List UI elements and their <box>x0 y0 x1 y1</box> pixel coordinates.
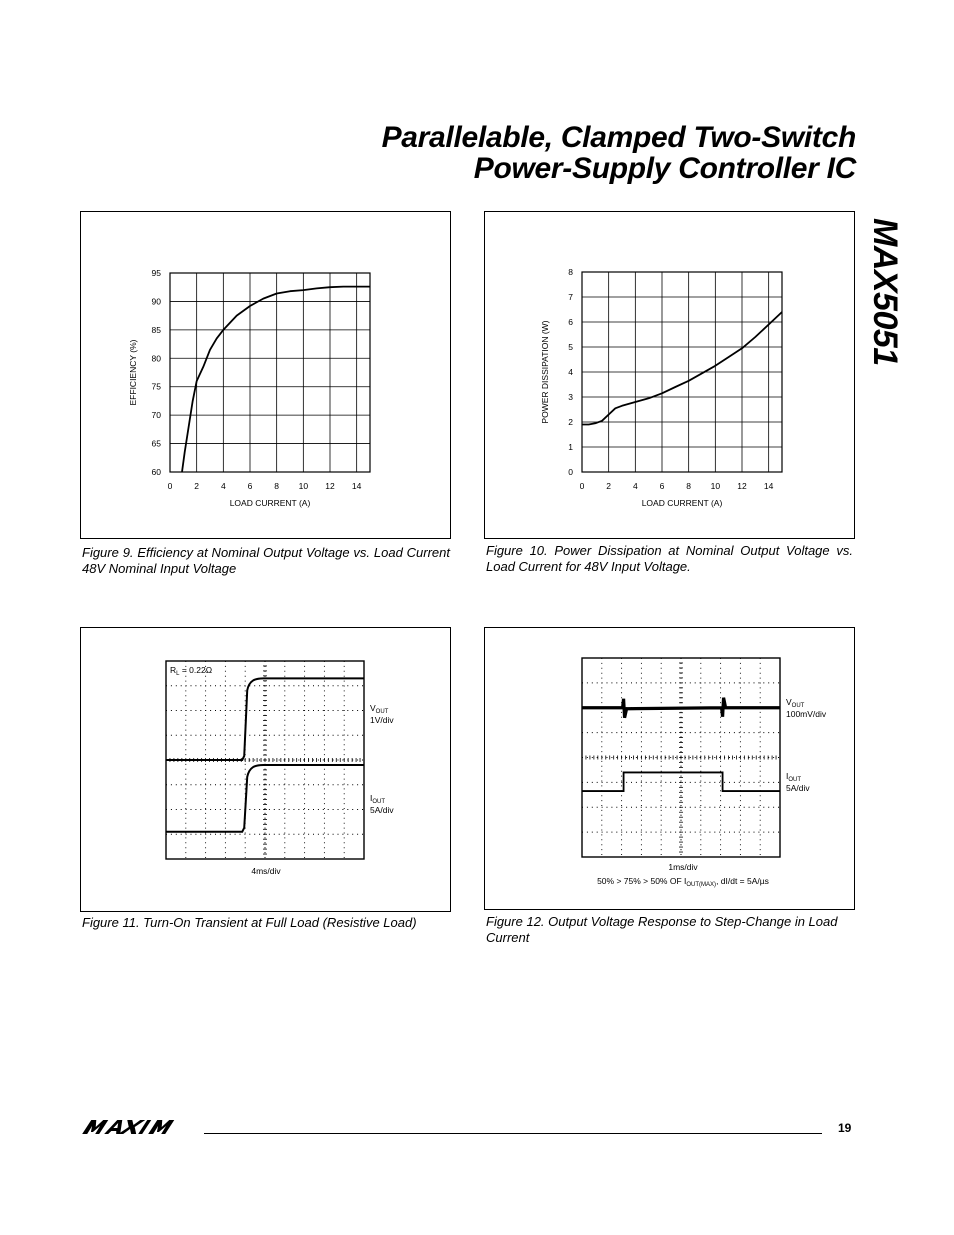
scope12-ch2-scale: 5A/div <box>786 783 810 793</box>
step-response-scope <box>485 628 854 909</box>
scope12-time-base: 1ms/div <box>668 862 698 872</box>
scope12-ch2-label: $I_{OUT}$ <box>786 771 802 783</box>
fig10-xtick-label: 4 <box>632 481 638 491</box>
fig9-ytick-label: 70 <box>151 410 161 421</box>
fig12-iout-trace <box>582 772 780 791</box>
fig9-ytick-label: 85 <box>151 324 161 335</box>
svg-text:MAXIM: MAXIM <box>82 1148 86 1149</box>
fig9-xtick-label: 12 <box>325 481 335 491</box>
fig10-xtick-label: 14 <box>763 481 774 491</box>
fig9-xtick-label: 4 <box>220 481 226 491</box>
figure-12-frame <box>484 627 855 910</box>
fig10-xtick-label: 0 <box>579 481 585 491</box>
fig10-ytick-label: 6 <box>568 317 573 327</box>
page-number: 19 <box>838 1121 852 1135</box>
fig9-ytick-label: 95 <box>151 268 161 278</box>
efficiency-chart <box>81 212 450 538</box>
fig10-xtick-label: 6 <box>659 481 665 491</box>
fig10-ytick-label: 7 <box>568 292 573 302</box>
figure-11-frame <box>80 627 451 912</box>
fig10-xtick-label: 10 <box>710 481 721 491</box>
fig10-xtick-label: 8 <box>686 481 692 491</box>
fig10-xtick-label: 12 <box>737 481 747 491</box>
fig10-ytick-label: 2 <box>568 417 573 427</box>
figure-12-caption: Figure 12. Output Voltage Response to Step-Change in Load Current <box>486 914 838 945</box>
fig9-ytick-label: 75 <box>151 381 161 392</box>
fig10-ytick-label: 5 <box>568 342 573 352</box>
fig10-xtick-label: 2 <box>606 481 612 491</box>
fig9-ytick-label: 60 <box>151 467 161 477</box>
title-line-1: Parallelable, Clamped Two-Switch <box>381 121 856 154</box>
fig10-x-axis-label: LOAD CURRENT (A) <box>641 498 723 508</box>
fig9-xtick-label: 14 <box>351 481 362 491</box>
scope12-ch1-scale: 100mV/div <box>786 709 827 719</box>
title-line-2: Power-Supply Controller IC <box>473 152 856 185</box>
maxim-logo-mark <box>82 1118 194 1149</box>
fig10-ytick-label: 8 <box>568 267 573 277</box>
scope11-ch1-label: $V_{OUT}$ <box>370 703 389 715</box>
figure-11-caption: Figure 11. Turn-On Transient at Full Load (Resistive Load) <box>82 915 417 930</box>
figure-10-caption: Figure 10. Power Dissipation at Nominal Output Voltage vs. Load Current for 48V Input Voltage. <box>486 543 853 574</box>
fig9-ytick-label: 65 <box>151 438 161 449</box>
fig9-xtick-label: 10 <box>298 481 309 491</box>
fig10-ytick-label: 0 <box>568 467 573 477</box>
figure-9-caption: Figure 9. Efficiency at Nominal Output Voltage vs. Load Current 48V Nominal Input Voltage <box>82 545 450 576</box>
figure-10-frame <box>484 211 855 539</box>
scope11-annotation: $R_L = 0.22\Omega$ <box>170 665 213 677</box>
scope11-time-base: 4ms/div <box>251 866 281 876</box>
fig9-ytick-label: 90 <box>151 296 161 307</box>
fig9-series-line <box>182 287 370 472</box>
fig9-xtick-label: 0 <box>167 481 173 491</box>
part-number-label: MAX5051 <box>866 218 904 366</box>
fig9-xtick-label: 6 <box>247 481 253 491</box>
fig10-y-axis-label: POWER DISSIPATION (W) <box>540 320 550 424</box>
fig9-x-axis-label: LOAD CURRENT (A) <box>229 498 311 508</box>
scope12-note: 50% > 75% > 50% OF $I_{OUT(MAX)}$, dI/dt = 5A/µs <box>597 876 769 888</box>
turn-on-transient-scope <box>81 628 450 911</box>
side-part-number <box>864 218 910 368</box>
fig9-xtick-label: 8 <box>274 481 280 491</box>
fig9-xtick-label: 2 <box>194 481 200 491</box>
page-title <box>382 122 856 184</box>
fig10-ytick-label: 4 <box>568 367 573 377</box>
scope12-ch1-label: $V_{OUT}$ <box>786 697 805 709</box>
fig9-y-axis-label: EFFICIENCY (%) <box>128 339 138 406</box>
scope11-ch2-label: $I_{OUT}$ <box>370 793 386 805</box>
fig10-series-line <box>582 312 782 425</box>
power-dissipation-chart <box>485 212 854 538</box>
fig10-ytick-label: 1 <box>568 442 573 452</box>
fig12-vout-trace <box>582 698 780 718</box>
scope11-ch2-scale: 5A/div <box>370 805 394 815</box>
scope11-ch1-scale: 1V/div <box>370 715 394 725</box>
fig10-ytick-label: 3 <box>568 392 573 402</box>
figure-9-frame <box>80 211 451 539</box>
footer-rule <box>204 1133 822 1134</box>
fig9-ytick-label: 80 <box>151 353 161 364</box>
